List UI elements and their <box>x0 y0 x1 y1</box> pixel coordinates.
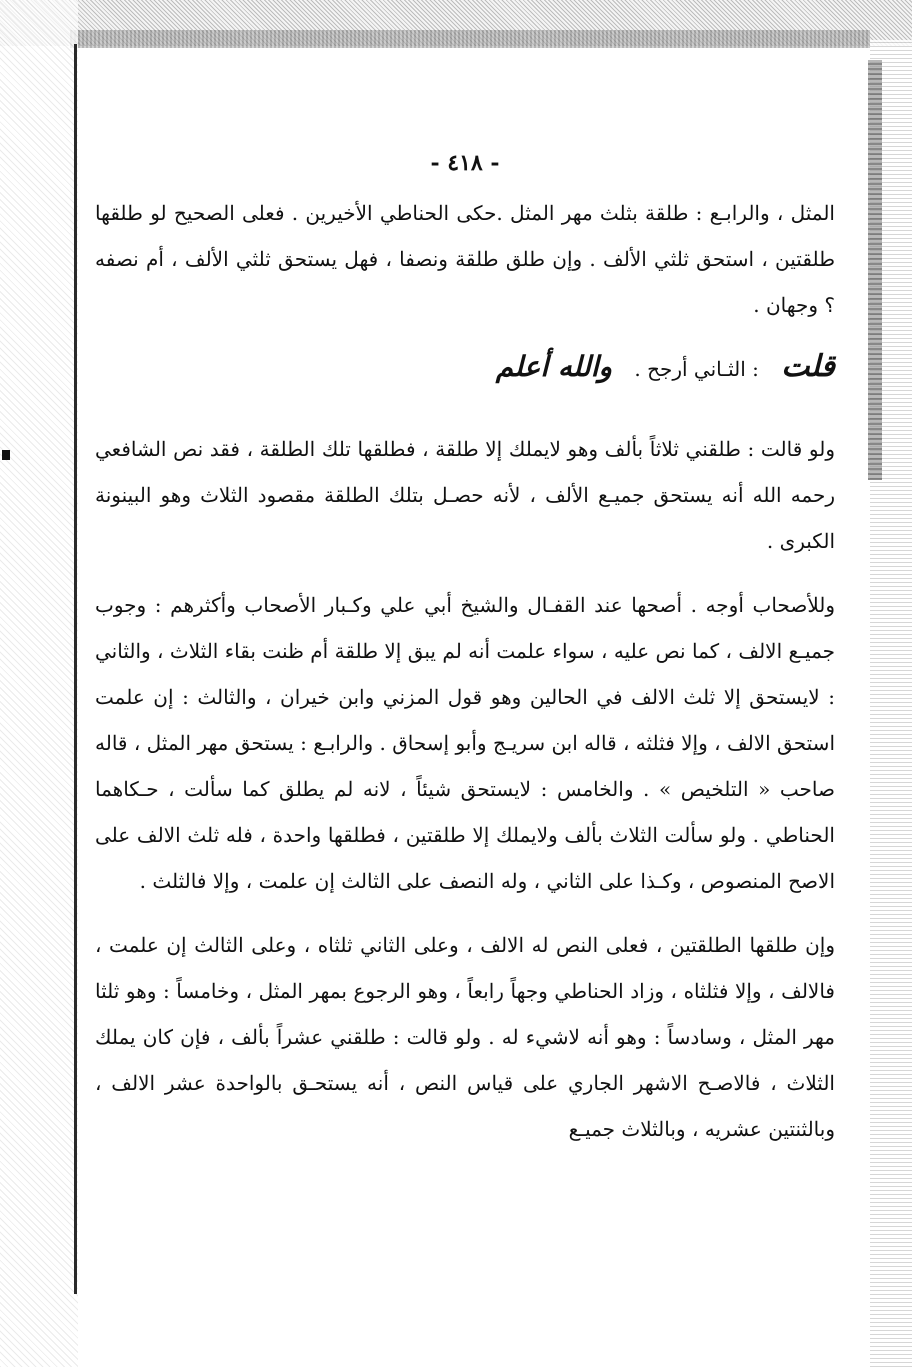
paragraph-4: وإن طلقها الطلقتين ، فعلى النص له الالف ، وعلى الثاني ثلثاه ، وعلى الثالث إن علمت ، فالالف ، وإلا فثلثاه ، وزاد الحناطي وجهاً رابعاً ، وهو الرجوع بمهر المثل ، وخامساً : وهو ثلثا مهر المثل ، وسادساً : وهو أنه لاشيء له . ولو قالت : طلقني عشراً بألف ، فإن كان يملك الثلاث ، فالاصـح الاشهر الجاري على قياس النص ، أنه يستحـق بالواحدة عشر الالف ، وبالثنتين عشريه ، وبالثلاث جميـع <box>95 933 835 1141</box>
qult-text: : الثـاني أرجح . <box>634 357 759 381</box>
page-content <box>95 140 835 1152</box>
paragraph-1: المثل ، والرابـع : طلقة بثلث مهر المثل .حكى الحناطي الأخيرين . فعلى الصحيح لو طلقها طلقتين ، استحق ثلثي الألف . وإن طلق طلقة ونصفا ، فهل يستحق ثلثي الألف ، أم نصفه ؟ وجهان . <box>95 201 836 317</box>
scan-border-left <box>0 0 78 1367</box>
qult-word: قلت <box>781 349 835 384</box>
margin-mark <box>2 450 10 460</box>
qult-line <box>95 342 835 394</box>
page-number: - ٤١٨ - <box>430 150 500 176</box>
paragraph-3: وللأصحاب أوجه . أصحها عند القفـال والشيخ أبي علي وكـبار الأصحاب وأكثرهم : وجوب جميـع الالف ، كما نص عليه ، سواء علمت أنه لم يبق إلا طلقة أم ظنت بقاء الثلاث ، والثاني : لايستحق إلا ثلث الالف في الحالين وهو قول المزني وابن خيران ، والثالث : إن علمت استحق الالف ، وإلا فثلثه ، قاله ابن سريـج وأبو إسحاق . والرابـع : يستحق مهر المثل ، قاله صاحب « التلخيص » . والخامس : لايستحق شيئاً ، لانه لم يطلق كما سألت ، حـكاهما الحناطي . ولو سألت الثلاث بألف ولايملك إلا طلقتين ، فطلقها واحدة ، فله ثلث الالف على الاصح المنصوص ، وكـذا على الثاني ، وله النصف على الثالث إن علمت ، وإلا فالثلث . <box>95 593 836 893</box>
allah-alam-calligraphy: والله أعلم <box>495 350 613 383</box>
scan-border-right-shadow <box>868 60 882 480</box>
paragraph-2: ولو قالت : طلقني ثلاثاً بألف وهو لايملك إلا طلقة ، فطلقها تلك الطلقة ، فقد نص الشافعي رحمه الله أنه يستحق جميـع الألف ، لأنه حصـل بتلك الطلقة مقصود الثلاث وهو البينونة الكبرى . <box>95 437 835 553</box>
scan-border-top-shadow <box>70 30 870 48</box>
page-edge-line <box>74 44 77 1294</box>
